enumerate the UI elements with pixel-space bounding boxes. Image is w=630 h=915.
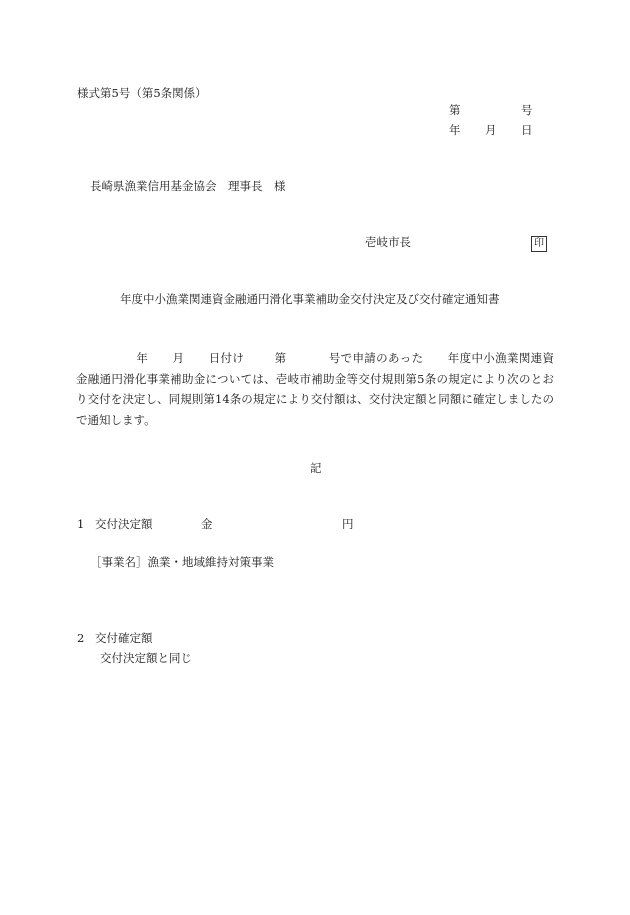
body-month: 月 xyxy=(172,351,185,365)
item1-amount-prefix: 金 xyxy=(201,517,213,531)
item1-project: ［事業名］漁業・地域維持対策事業 xyxy=(90,555,274,569)
doc-date-day: 日 xyxy=(521,123,533,137)
form-number: 様式第5号（第5条関係） xyxy=(77,86,207,100)
body-paragraph xyxy=(76,348,554,430)
doc-number-prefix: 第 xyxy=(449,103,461,117)
addressee: 長崎県漁業信用基金協会 理事長 様 xyxy=(90,179,286,193)
item2-number: 2 xyxy=(77,631,85,645)
body-year: 年 xyxy=(136,351,149,365)
item1-amount-suffix: 円 xyxy=(342,517,354,531)
item1-label: 交付決定額 xyxy=(95,517,153,531)
body-ref: 号で申請のあった xyxy=(328,351,424,365)
body-text: 年度中小漁業関連資金融通円滑化事業補助金については、壱岐市補助金等交付規則第5条の規定により次のとおり交付を決定し、同規則第14条の規定により交付額は、交付決定額と同額に確定しましたので通知します。 xyxy=(76,351,555,427)
item2-label: 交付確定額 xyxy=(95,631,153,645)
body-dated: 日付け xyxy=(208,351,245,365)
sender-name: 壱岐市長 xyxy=(365,235,411,249)
seal-mark: 印 xyxy=(531,236,547,252)
doc-number-suffix: 号 xyxy=(521,103,533,117)
body-no: 第 xyxy=(274,351,287,365)
document-title: 年度中小漁業関連資金融通円滑化事業補助金交付決定及び交付確定通知書 xyxy=(120,292,500,306)
ki-heading: 記 xyxy=(310,461,322,475)
item1-number: 1 xyxy=(77,517,85,531)
doc-date-month: 月 xyxy=(485,123,497,137)
doc-date-year: 年 xyxy=(449,123,461,137)
item2-value: 交付決定額と同じ xyxy=(100,651,192,665)
